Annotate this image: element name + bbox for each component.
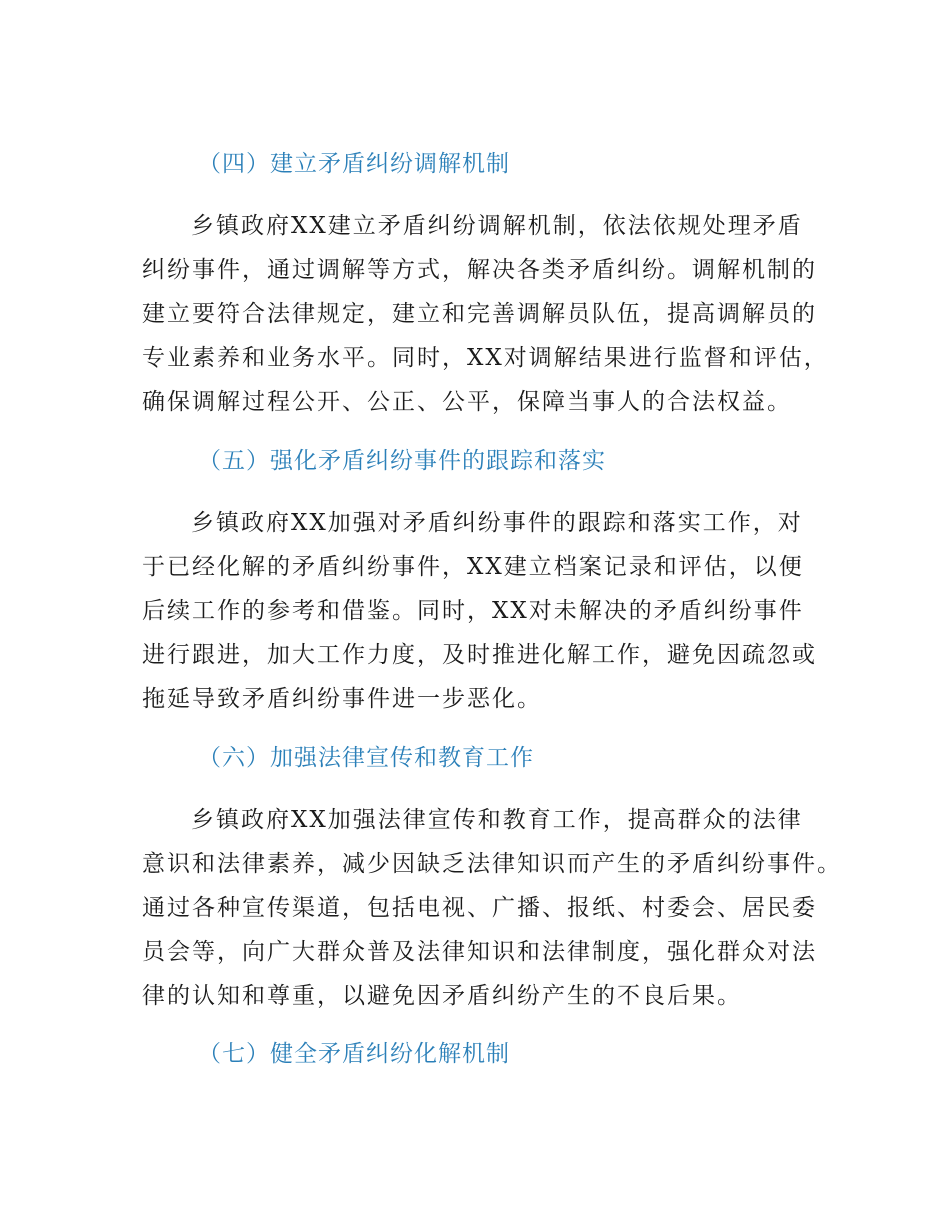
section-heading-4: （四）建立矛盾纠纷调解机制 bbox=[198, 151, 510, 177]
paragraph-line: 拖延导致矛盾纠纷事件进一步恶化。 bbox=[142, 686, 542, 712]
paragraph-line: 通过各种宣传渠道，包括电视、广播、报纸、村委会、居民委 bbox=[142, 895, 817, 921]
paragraph-line: 员会等，向广大群众普及法律知识和法律制度，强化群众对法 bbox=[142, 939, 817, 965]
paragraph-line: 乡镇政府XX建立矛盾纠纷调解机制，依法依规处理矛盾 bbox=[191, 213, 803, 239]
paragraph-line: 建立要符合法律规定，建立和完善调解员队伍，提高调解员的 bbox=[142, 301, 817, 327]
section-heading-7: （七）健全矛盾纠纷化解机制 bbox=[198, 1041, 510, 1067]
paragraph-line: 后续工作的参考和借鉴。同时，XX对未解决的矛盾纠纷事件 bbox=[142, 598, 804, 624]
paragraph-line: 乡镇政府XX加强对矛盾纠纷事件的跟踪和落实工作，对 bbox=[191, 510, 803, 536]
paragraph-line: 确保调解过程公开、公正、公平，保障当事人的合法权益。 bbox=[142, 389, 792, 415]
section-heading-6: （六）加强法律宣传和教育工作 bbox=[198, 745, 534, 771]
paragraph-line: 纠纷事件，通过调解等方式，解决各类矛盾纠纷。调解机制的 bbox=[142, 257, 817, 283]
section-heading-5: （五）强化矛盾纠纷事件的跟踪和落实 bbox=[198, 448, 606, 474]
paragraph-line: 律的认知和尊重，以避免因矛盾纠纷产生的不良后果。 bbox=[142, 983, 742, 1009]
paragraph-line: 进行跟进，加大工作力度，及时推进化解工作，避免因疏忽或 bbox=[142, 642, 817, 668]
paragraph-line: 意识和法律素养，减少因缺乏法律知识而产生的矛盾纠纷事件。 bbox=[142, 851, 842, 877]
paragraph-line: 专业素养和业务水平。同时，XX对调解结果进行监督和评估， bbox=[142, 345, 829, 371]
paragraph-line: 于已经化解的矛盾纠纷事件，XX建立档案记录和评估，以便 bbox=[142, 554, 804, 580]
paragraph-line: 乡镇政府XX加强法律宣传和教育工作，提高群众的法律 bbox=[191, 807, 803, 833]
